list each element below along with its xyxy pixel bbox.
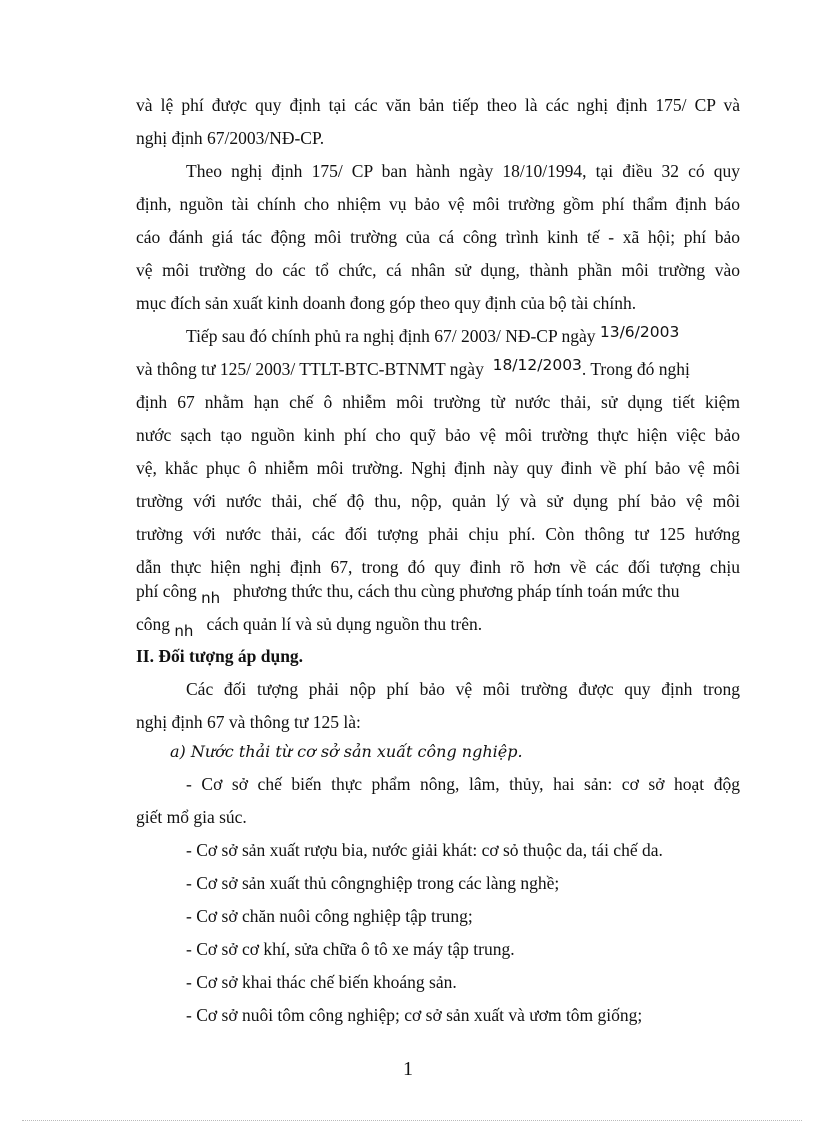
page-bottom-divider <box>22 1120 802 1121</box>
paragraph-line: cáo đánh giá tác động môi trường của cá công trình kinh tế - xã hội; phí bảo <box>136 227 740 247</box>
line-text: phí công <box>136 581 197 601</box>
list-item: - Cơ sở sản xuất thủ côngnghiệp trong các làng nghề; <box>186 873 560 893</box>
paragraph-line: vệ môi trường do các tổ chức, cá nhân sử dụng, thành phần môi trường vào <box>136 260 740 280</box>
paragraph-line: định 67 nhằm hạn chế ô nhiễm môi trường từ nước thải, sử dụng tiết kiệm <box>136 392 740 412</box>
line-text: . Trong đó nghị <box>581 359 690 379</box>
paragraph-line <box>136 358 740 381</box>
line-text: phương thức thu, cách thu cùng phương pháp tính toán mức thu <box>233 581 680 601</box>
paragraph-line: nghị định 67/2003/NĐ-CP. <box>136 128 325 148</box>
list-item: - Cơ sở sản xuất rượu bia, nước giải khát: cơ sỏ thuộc da, tái chế da. <box>186 840 663 860</box>
list-item: - Cơ sở chăn nuôi công nghiệp tập trung; <box>186 906 473 926</box>
list-item: - Cơ sở nuôi tôm công nghiệp; cơ sở sản xuất và ươm tôm giống; <box>186 1005 643 1025</box>
section-heading: II. Đối tượng áp dụng. <box>136 646 304 666</box>
list-item: - Cơ sở khai thác chế biến khoáng sản. <box>186 972 457 992</box>
fragment-text: nh <box>201 589 221 607</box>
line-text: Tiếp sau đó chính phủ ra nghị định 67/ 2003/ NĐ-CP ngày <box>186 326 596 346</box>
paragraph-line: nghị định 67 và thông tư 125 là: <box>136 712 361 732</box>
paragraph-line: dẫn thực hiện nghị định 67, trong đó quy đinh rõ hơn về các đối tượng chịu <box>136 557 740 577</box>
list-item: giết mổ gia súc. <box>136 807 247 827</box>
fragment-text: nh <box>174 622 194 640</box>
paragraph-line: trường với nước thải, các đối tượng phải chịu phí. Còn thông tư 125 hướng <box>136 524 740 544</box>
date-text: 13/6/2003 <box>599 323 680 341</box>
paragraph-line: và lệ phí được quy định tại các văn bản tiếp theo là các nghị định 175/ CP và <box>136 95 740 115</box>
paragraph-line: Theo nghị định 175/ CP ban hành ngày 18/10/1994, tại điều 32 có quy <box>186 161 740 181</box>
paragraph-line: mục đích sản xuất kinh doanh đong góp theo quy định của bộ tài chính. <box>136 293 637 313</box>
list-item: - Cơ sở cơ khí, sửa chữa ô tô xe máy tập trung. <box>186 939 515 959</box>
line-text: và thông tư 125/ 2003/ TTLT-BTC-BTNMT ngày <box>136 359 484 379</box>
paragraph-line <box>136 580 740 607</box>
paragraph-line: nước sạch tạo nguồn kinh phí cho quỹ bảo vệ môi trường thực hiện việc bảo <box>136 425 740 445</box>
paragraph-line: Các đối tượng phải nộp phí bảo vệ môi trường được quy định trong <box>186 679 740 699</box>
paragraph-line: trường với nước thải, chế độ thu, nộp, quản lý và sử dụng phí bảo vệ môi <box>136 491 740 511</box>
paragraph-line <box>186 325 740 348</box>
line-text: công <box>136 614 171 634</box>
line-text: cách quản lí và sủ dụng nguồn thu trên. <box>206 614 483 634</box>
paragraph-line: vệ, khắc phục ô nhiễm môi trường. Nghị định này quy đinh về phí bảo vệ môi <box>136 458 740 478</box>
subsection-heading: a) Nước thải từ cơ sở sản xuất công nghiệp. <box>170 742 523 761</box>
paragraph-line <box>136 613 740 640</box>
date-text: 18/12/2003 <box>492 356 582 374</box>
page-number: 1 <box>403 1058 413 1080</box>
list-item: - Cơ sở chế biến thực phẩm nông, lâm, thủy, hai sản: cơ sở hoạt độg <box>186 774 740 794</box>
paragraph-line: định, nguồn tài chính cho nhiệm vụ bảo vệ môi trường gồm phí thẩm định báo <box>136 194 740 214</box>
